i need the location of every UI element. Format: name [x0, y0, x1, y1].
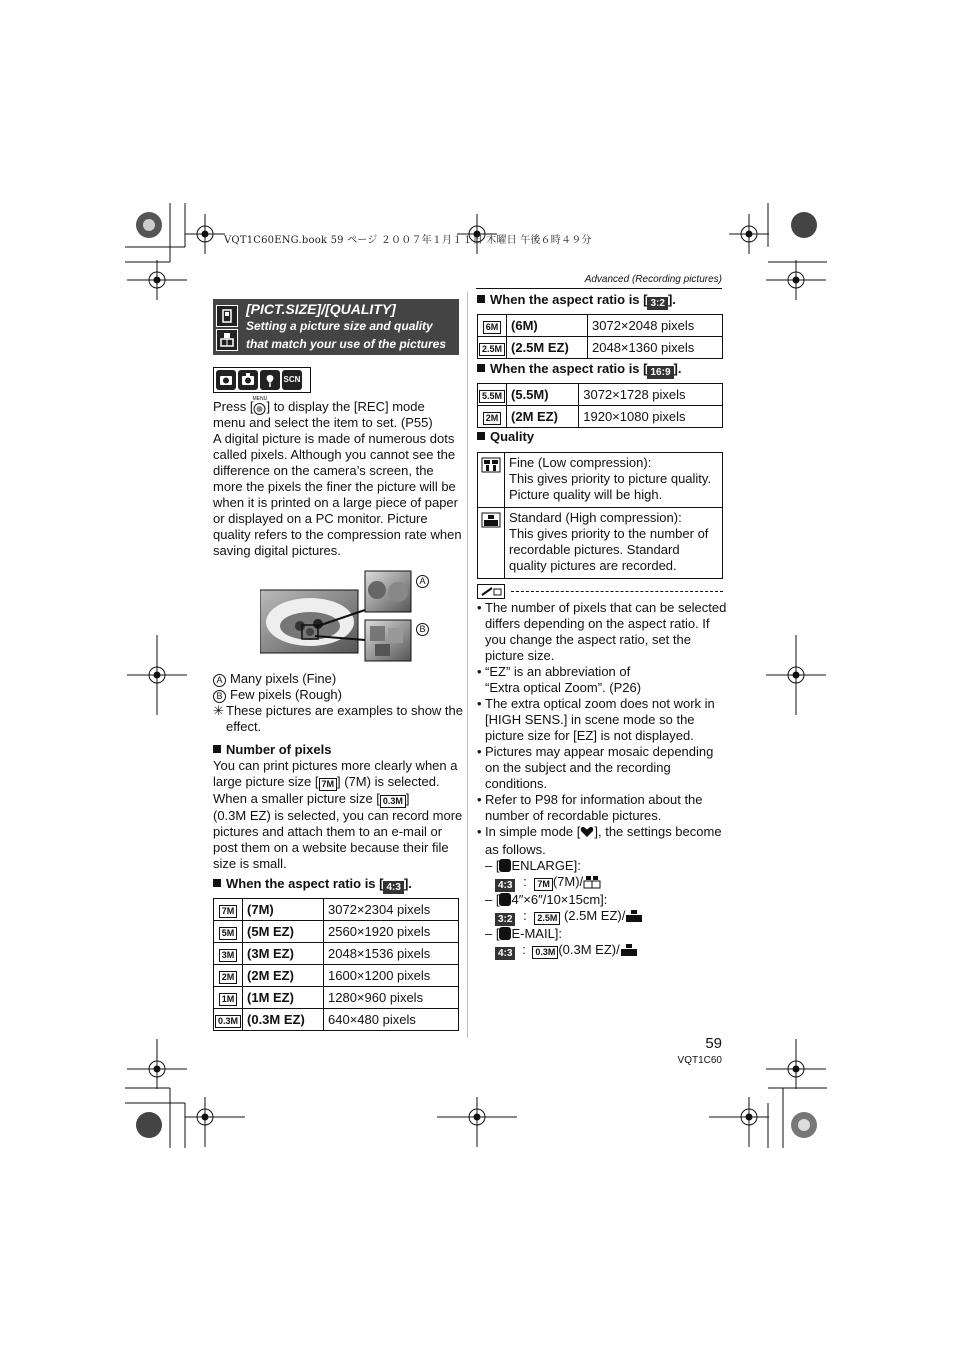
aspect-169-table: [477, 383, 723, 428]
size-03m-icon: 0.3M: [532, 946, 558, 959]
pixel-count: 3072×2304 pixels: [324, 899, 459, 921]
intro-line: more the pixels the finer the picture will be: [213, 479, 456, 494]
size-7m-icon: 7M: [319, 778, 338, 791]
intro-line: saving digital pictures.: [213, 543, 341, 558]
size-03m-icon: 0.3M: [380, 795, 406, 808]
section-banner: [213, 299, 459, 355]
legend-b: B Few pixels (Rough): [213, 687, 463, 703]
fine-quality-icon: [583, 875, 601, 893]
size-icon: 5.5M: [479, 390, 505, 403]
aspect-32-table: [477, 314, 723, 359]
note-header: [477, 584, 723, 598]
note-item-simple-mode: • In simple mode [ ], the settings become as follows.: [477, 824, 727, 858]
size-name: (3M EZ): [243, 943, 324, 965]
pixel-size-row: [214, 987, 459, 1009]
note-item: • “EZ” is an abbreviation of “Extra optical Zoom”. (P26): [477, 664, 727, 696]
section-subtitle-2: that match your use of the pictures: [246, 337, 447, 351]
number-of-pixels-section: Number of pixels You can print pictures more clearly when a large picture size [ 7M ] (7M) is selected. When a smaller picture size [ 0.3M ] (0.3M EZ) is selected, you can record more pictures and attach them to an e-mail or post them on a website because their file size is small.: [213, 742, 463, 871]
heart-icon: [580, 826, 594, 842]
aspect-32-icon: 3:2: [495, 913, 515, 926]
camera-plus-icon: [238, 370, 258, 390]
figure-label-b: B: [416, 623, 429, 636]
size-name: (2.5M EZ): [507, 337, 588, 359]
pixel-size-row: [214, 965, 459, 987]
aspect-32-icon: 3:2: [647, 297, 667, 310]
size-icon: 6M: [483, 321, 502, 334]
aspect-43-table: [213, 898, 459, 1031]
pixel-count: 1920×1080 pixels: [579, 406, 723, 428]
standard-quality-icon: [625, 909, 643, 927]
quality-icon: [216, 329, 238, 351]
intro-line: A digital picture is made of numerous dots: [213, 431, 455, 446]
size-name: (5M EZ): [243, 921, 324, 943]
intro-line: difference on the camera’s screen, the: [213, 463, 434, 478]
note-item: • The extra optical zoom does not work in [HIGH SENS.] in scene mode so the picture size for [EZ] is not displayed.: [477, 696, 727, 744]
aspect-43-icon: 4:3: [495, 947, 515, 960]
aspect-32-heading: When the aspect ratio is [ 3:2 ].: [477, 292, 676, 310]
aspect-43-heading: When the aspect ratio is [ 4:3 ].: [213, 876, 412, 894]
pixel-size-row: [478, 406, 723, 428]
number-of-pixels-heading: Number of pixels: [213, 742, 463, 758]
pixel-count: 640×480 pixels: [324, 1009, 459, 1031]
menu-set-icon: MENU: [253, 400, 266, 414]
size-icon: 2M: [219, 971, 238, 984]
figure-legend: [213, 671, 463, 735]
size-icon: 2M: [483, 412, 502, 425]
pixel-example-figure: [260, 570, 435, 662]
simple-mode-sub-2-settings: 3:2 : 2.5M (2.5M EZ)/: [477, 908, 727, 926]
intro-line-1: Press [ MENU ] to display the [REC] mode: [213, 396, 425, 414]
size-icon: 3M: [219, 949, 238, 962]
pixel-count: 3072×2048 pixels: [588, 315, 723, 337]
pixel-count: 2560×1920 pixels: [324, 921, 459, 943]
size-name: (5.5M): [507, 384, 579, 406]
section-subtitle-1: Setting a picture size and quality: [246, 319, 433, 333]
legend-a: A Many pixels (Fine): [213, 671, 463, 687]
pixel-size-row: [478, 384, 723, 406]
figure-label-a: A: [416, 575, 429, 588]
note-item: • Refer to P98 for information about the number of recordable pictures.: [477, 792, 727, 824]
intro-line: when it is printed on a large piece of paper: [213, 495, 458, 510]
size-name: (2M EZ): [243, 965, 324, 987]
scn-icon: SCN: [282, 370, 302, 390]
pixel-size-row: [478, 337, 723, 359]
intro-line: or displayed on a PC monitor. Picture: [213, 511, 428, 526]
aspect-169-heading: When the aspect ratio is [ 16:9 ].: [477, 361, 681, 379]
standard-quality-icon: [620, 943, 638, 961]
simple-mode-sub-3: – [ E-MAIL]:: [485, 926, 563, 941]
size-name: (1M EZ): [243, 987, 324, 1009]
note-item: • Pictures may appear mosaic depending on the subject and the recording conditions.: [477, 744, 727, 792]
aspect-43-icon: 4:3: [383, 881, 403, 894]
quality-table: [477, 452, 723, 579]
note-dashed-rule: [511, 591, 723, 592]
pixel-count: 1600×1200 pixels: [324, 965, 459, 987]
size-icon: 1M: [219, 993, 238, 1006]
pixel-size-row: [214, 899, 459, 921]
mode-icons: [213, 367, 311, 393]
pixel-size-row: [214, 943, 459, 965]
print-icon: [499, 893, 511, 906]
pixel-count: 3072×1728 pixels: [579, 384, 723, 406]
pixel-count: 1280×960 pixels: [324, 987, 459, 1009]
intro-line: menu and select the item to set. (P55): [213, 415, 433, 430]
pixel-size-row: [478, 315, 723, 337]
intro-line: quality refers to the compression rate when: [213, 527, 462, 542]
food-photo: [260, 570, 435, 662]
quality-row-standard: Standard (High compression): This gives priority to the number of recordable pictures. Standard quality pictures are recorded.: [478, 508, 723, 579]
standard-quality-icon: [478, 508, 505, 579]
simple-mode-sub-1: – [ ENLARGE]:: [485, 858, 581, 873]
simple-mode-sub-2: – [ 4″×6″/10×15cm]:: [485, 892, 608, 907]
size-name: (2M EZ): [507, 406, 579, 428]
size-name: (6M): [507, 315, 588, 337]
pixel-size-row: [214, 921, 459, 943]
size-25m-icon: 2.5M: [534, 912, 560, 925]
intro-line: called pixels. Although you cannot see the: [213, 447, 456, 462]
macro-icon: [260, 370, 280, 390]
note-pencil-icon: [477, 584, 505, 599]
page-number: 59: [705, 1035, 722, 1052]
quality-heading: Quality: [477, 429, 534, 445]
running-head: Advanced (Recording pictures): [584, 274, 722, 285]
enlarge-icon: [499, 859, 511, 872]
size-icon: 2.5M: [479, 343, 505, 356]
pixel-size-row: [214, 1009, 459, 1031]
aspect-169-icon: 16:9: [647, 366, 673, 379]
size-icon: 5M: [219, 927, 238, 940]
size-name: (0.3M EZ): [243, 1009, 324, 1031]
intro-text: [213, 396, 463, 559]
email-icon: [499, 927, 511, 940]
legend-note: ✳ These pictures are examples to show the effect.: [213, 703, 464, 734]
running-head-rule: [476, 288, 722, 289]
size-icon: 7M: [219, 905, 238, 918]
aspect-43-icon: 4:3: [495, 879, 515, 892]
section-title: [PICT.SIZE]/[QUALITY]: [246, 301, 396, 317]
model-code: VQT1C60: [677, 1055, 722, 1066]
quality-row-fine: Fine (Low compression): This gives priority to picture quality. Picture quality will be high.: [478, 453, 723, 508]
pixel-count: 2048×1360 pixels: [588, 337, 723, 359]
pict-size-icon: [216, 305, 238, 327]
fine-quality-icon: [478, 453, 505, 508]
simple-mode-sub-3-settings: 4:3 : 0.3M (0.3M EZ)/: [477, 942, 727, 960]
size-name: (7M): [243, 899, 324, 921]
notes-list: [477, 600, 727, 960]
size-icon: 0.3M: [215, 1015, 241, 1028]
simple-mode-sub-1-settings: 4:3 : 7M (7M)/: [477, 874, 727, 892]
note-item: • The number of pixels that can be selected differs depending on the aspect ratio. If you change the aspect ratio, set the picture size.: [477, 600, 727, 664]
pixel-count: 2048×1536 pixels: [324, 943, 459, 965]
camera-icon: [216, 370, 236, 390]
print-header: VQT1C60ENG.book 59 ページ ２００７年１月１１日 木曜日 午後６時４９分: [224, 235, 592, 246]
size-7m-icon: 7M: [534, 878, 553, 891]
column-divider: [467, 292, 468, 1038]
